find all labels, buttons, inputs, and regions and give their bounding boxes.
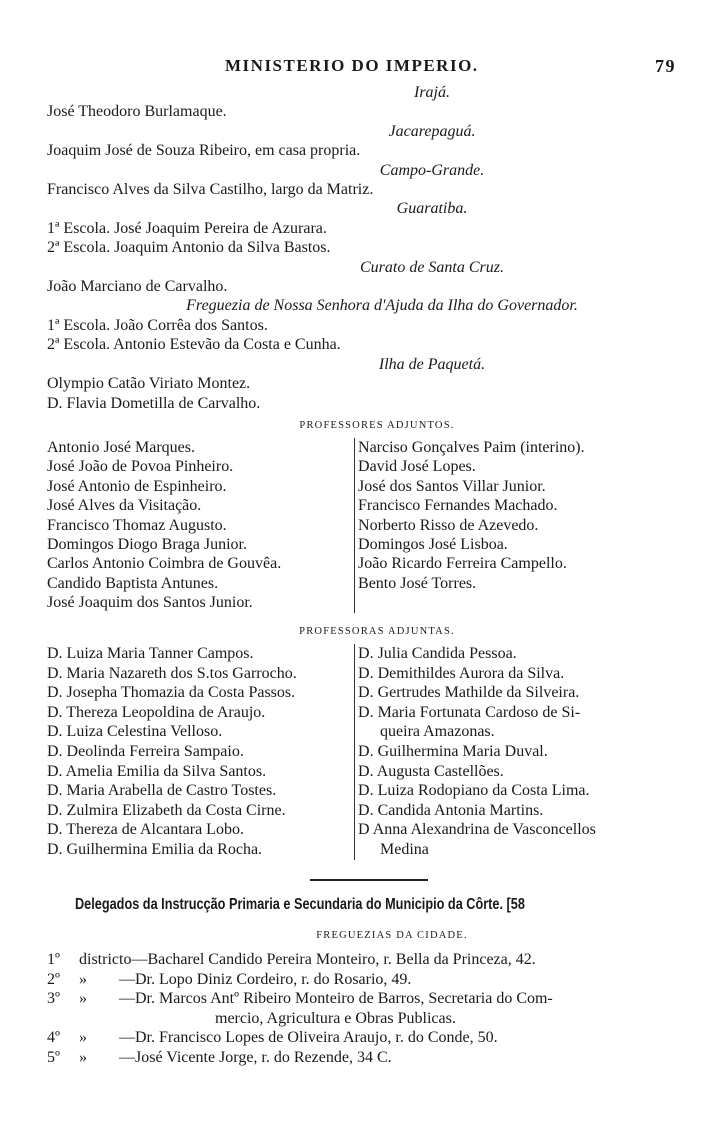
professores-adjuntos-section (47, 414, 677, 613)
list-item: Joaquim José de Souza Ribeiro, em casa propria. (47, 142, 361, 160)
district-number: 1º (47, 951, 60, 968)
list-item: José João de Povoa Pinheiro. (47, 458, 234, 476)
section-heading: PROFESSORAS ADJUNTAS. (299, 626, 455, 637)
parish-heading: Guaratiba. (396, 200, 468, 218)
parish-heading: Freguezia de Nossa Senhora d'Ajuda da Ilha do Governador. (186, 297, 578, 315)
parish-heading: Campo-Grande. (379, 161, 485, 179)
parish-heading: Irajá. (414, 84, 450, 101)
parish-heading: Ilha de Paquetá. (378, 355, 486, 373)
parish-list (47, 83, 677, 413)
table-row (47, 950, 553, 970)
list-item: João Marciano de Carvalho. (47, 278, 228, 296)
right-column (354, 438, 677, 613)
list-item: Domingos Diogo Braga Junior. (47, 536, 247, 554)
list-item: Francisco Thomaz Augusto. (47, 516, 227, 534)
parish-heading: Curato de Santa Cruz. (359, 258, 504, 276)
left-column (47, 438, 354, 613)
list-item: Narciso Gonçalves Paim (interino). (358, 439, 585, 456)
district-label: » (79, 990, 87, 1007)
list-item: D. Luiza Celestina Velloso. (47, 723, 223, 741)
list-item: D Anna Alexandrina de Vasconcellos (358, 821, 596, 839)
list-item: José Theodoro Burlamaque. (47, 103, 227, 121)
list-item: Domingos José Lisboa. (358, 536, 508, 554)
district-number: 2º (47, 970, 60, 988)
district-number: 4º (47, 1029, 60, 1046)
list-item: Bento José Torres. (358, 574, 477, 592)
list-item: D. Augusta Castellões. (358, 762, 504, 780)
list-item: D. Julia Candida Pessoa. (358, 645, 517, 662)
district-label: » (79, 970, 87, 988)
list-item: José Alves da Visitação. (47, 497, 202, 515)
list-item: Carlos Antonio Coimbra de Gouvêa. (47, 555, 282, 573)
list-item: Antonio José Marques. (47, 439, 195, 456)
list-item: D. Thereza Leopoldina de Araujo. (47, 703, 266, 721)
list-item: D. Candida Antonia Martins. (358, 801, 544, 819)
list-item: queira Amazonas. (380, 723, 495, 741)
section-heading: PROFESSORES ADJUNTOS. (299, 420, 455, 431)
freguezias-heading: FREGUEZIAS DA CIDADE. (316, 930, 468, 941)
list-item: David José Lopes. (358, 458, 476, 476)
list-item: D. Flavia Dometilla de Carvalho. (47, 394, 261, 412)
list-item: D. Maria Arabella de Castro Tostes. (47, 782, 277, 800)
delegate-entry: —Dr. Francisco Lopes de Oliveira Araujo, r. do Conde, 50. (119, 1029, 498, 1046)
parish-heading: Jacarepaguá. (388, 122, 476, 140)
delegados-heading: Delegados da Instrucção Primaria e Secundaria do Municipio da Côrte. [58 (75, 896, 525, 913)
right-column (354, 644, 677, 860)
list-item: 1ª Escola. João Corrêa dos Santos. (47, 316, 268, 334)
district-label: districto (79, 951, 132, 968)
list-item: D. Gertrudes Mathilde da Silveira. (358, 684, 580, 702)
district-label: » (79, 1048, 87, 1066)
list-item: D. Thereza de Alcantara Lobo. (47, 821, 244, 839)
list-item: Francisco Alves da Silva Castilho, largo da Matriz. (47, 181, 374, 199)
page-number: 79 (655, 56, 676, 76)
table-row (47, 970, 553, 990)
list-item: D. Deolinda Ferreira Sampaio. (47, 742, 244, 760)
list-item: D. Maria Nazareth dos S.tos Garrocho. (47, 664, 297, 682)
delegate-entry: —Dr. Marcos Antº Ribeiro Monteiro de Barros, Secretaria do Com- (119, 990, 553, 1007)
professoras-adjuntas-section (47, 620, 677, 860)
list-item: D. Demithildes Aurora da Silva. (358, 664, 565, 682)
list-item: D. Maria Fortunata Cardoso de Si- (358, 703, 581, 721)
list-item: D. Amelia Emilia da Silva Santos. (47, 762, 267, 780)
delegados-list (47, 950, 553, 1067)
list-item: José Joaquim dos Santos Junior. (47, 594, 253, 612)
list-item: D. Zulmira Elizabeth da Costa Cirne. (47, 801, 286, 819)
table-row (47, 1048, 553, 1068)
list-item: Francisco Fernandes Machado. (358, 497, 558, 515)
table-row (47, 989, 553, 1009)
delegate-entry: —Dr. Lopo Diniz Cordeiro, r. do Rosario, 49. (119, 970, 412, 988)
delegate-entry-continuation: mercio, Agricultura e Obras Publicas. (215, 1009, 456, 1027)
list-item: D. Josepha Thomazia da Costa Passos. (47, 684, 296, 702)
list-item: Olympio Catão Viriato Montez. (47, 375, 251, 393)
list-item: 2ª Escola. Antonio Estevão da Costa e Cunha. (47, 336, 341, 354)
district-label: » (79, 1029, 87, 1046)
list-item: Candido Baptista Antunes. (47, 574, 219, 592)
delegate-entry: —José Vicente Jorge, r. do Rezende, 34 C. (119, 1048, 392, 1066)
list-item: 2ª Escola. Joaquim Antonio da Silva Bastos. (47, 239, 331, 257)
list-item: D. Guilhermina Emilia da Rocha. (47, 840, 263, 858)
list-item: D. Luiza Rodopiano da Costa Lima. (358, 782, 590, 800)
list-item: Medina (380, 840, 429, 858)
list-item: Norberto Risso de Azevedo. (358, 516, 539, 534)
header-title: MINISTERIO DO IMPERIO. (225, 56, 479, 75)
delegate-entry: —Bacharel Candido Pereira Monteiro, r. Bella da Princeza, 42. (131, 951, 536, 968)
list-item: 1ª Escola. José Joaquim Pereira de Azurara. (47, 219, 327, 237)
left-column (47, 644, 354, 860)
table-row (47, 1028, 553, 1048)
list-item: João Ricardo Ferreira Campello. (358, 555, 567, 573)
district-number: 3º (47, 990, 60, 1007)
list-item: D. Guilhermina Maria Duval. (358, 742, 548, 760)
district-number: 5º (47, 1048, 60, 1066)
list-item: José dos Santos Villar Junior. (358, 477, 546, 495)
divider (310, 879, 428, 881)
list-item: D. Luiza Maria Tanner Campos. (47, 645, 254, 662)
list-item: José Antonio de Espinheiro. (47, 477, 227, 495)
